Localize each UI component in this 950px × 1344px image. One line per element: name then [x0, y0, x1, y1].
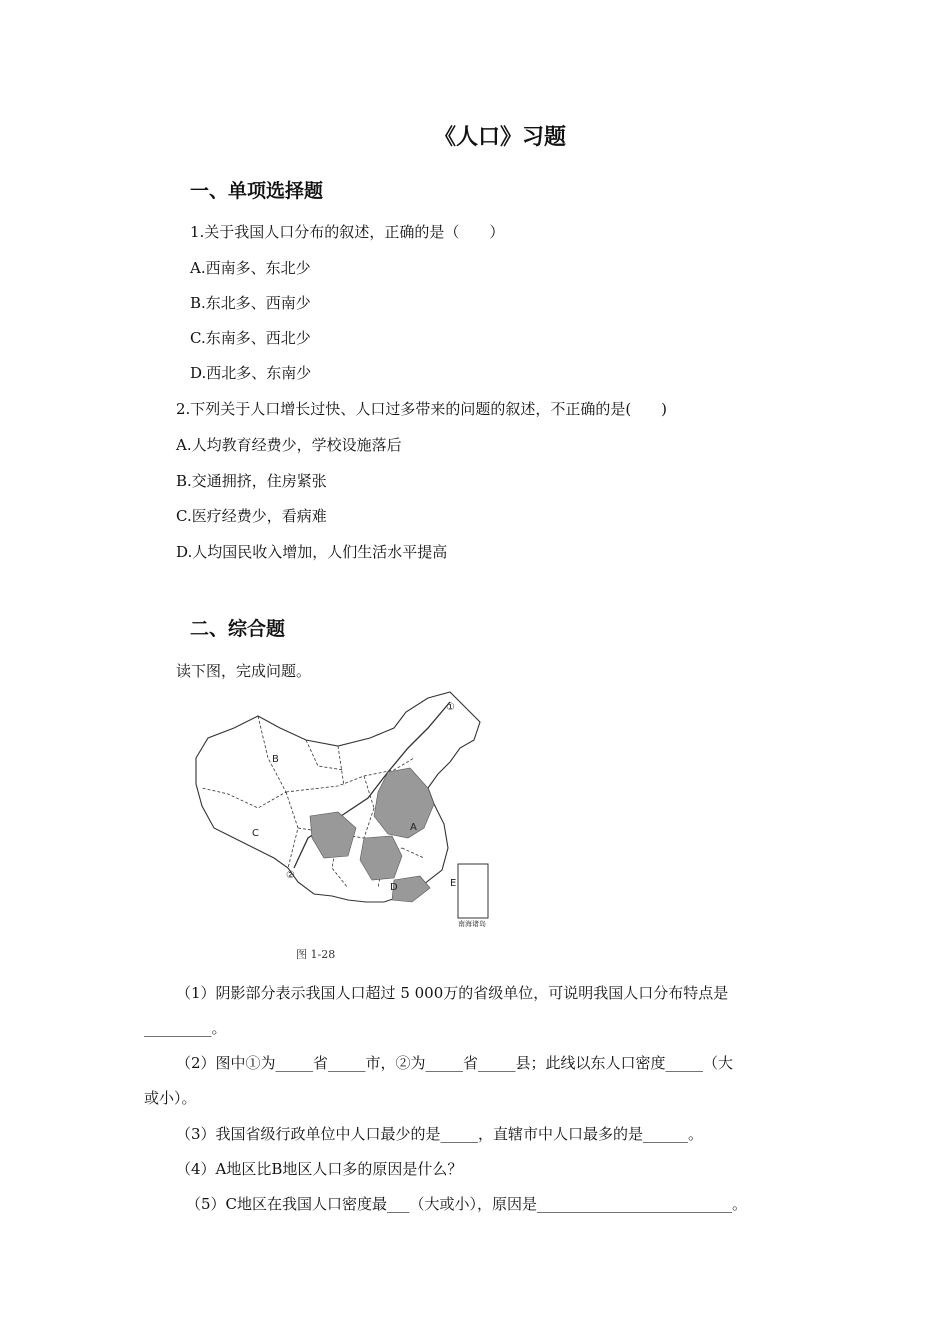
page-title: 《人口》习题	[433, 125, 566, 150]
map-label-two: ②	[286, 870, 295, 881]
section-heading-choice: 一、单项选择题	[190, 180, 324, 202]
map-label-e: E	[450, 878, 457, 889]
sub-question-1: （1）阴影部分表示我国人口超过 5 000万的省级单位，可说明我国人口分布特点是	[176, 984, 729, 1002]
sub-question-3: （3）我国省级行政单位中人口最少的是_____，直辖市中人口最多的是______。	[176, 1125, 704, 1143]
map-label-a: A	[410, 822, 417, 833]
sub-question-2: （2）图中①为_____省_____市，②为_____省_____县；此线以东人口密度_____（大	[176, 1054, 734, 1072]
question-2-option-b: B.交通拥挤，住房紧张	[176, 472, 327, 490]
shaded-province	[360, 836, 402, 880]
question-2-option-c: C.医疗经费少，看病难	[176, 507, 327, 525]
south-sea-islands-inset	[458, 864, 488, 918]
question-1-option-c: C.东南多、西北少	[190, 329, 311, 347]
question-2-option-d: D.人均国民收入增加，人们生活水平提高	[176, 543, 448, 561]
sub-question-5: （5）C地区在我国人口密度最___（大或小），原因是__________________________。	[186, 1195, 748, 1213]
map-label-d: D	[390, 882, 398, 893]
shaded-province	[310, 812, 356, 858]
china-population-map	[188, 688, 528, 936]
question-1-option-b: B.东北多、西南少	[190, 294, 311, 312]
map-label-c: C	[252, 828, 259, 839]
question-2-stem: 2.下列关于人口增长过快、人口过多带来的问题的叙述，不正确的是( )	[176, 400, 668, 418]
question-1-stem: 1.关于我国人口分布的叙述，正确的是（ ）	[190, 223, 505, 241]
sub-question-1-blank: _________。	[144, 1019, 227, 1037]
figure-intro: 读下图，完成问题。	[176, 662, 312, 680]
map-label-one: ①	[446, 702, 455, 713]
figure-caption: 图 1-28	[296, 948, 336, 961]
question-2-option-a: A.人均教育经费少，学校设施落后	[176, 436, 402, 454]
sub-question-4: （4）A地区比B地区人口多的原因是什么？	[176, 1160, 463, 1178]
question-1-option-a: A.西南多、东北少	[190, 259, 311, 277]
sub-question-2-cont: 或小）。	[144, 1089, 197, 1107]
section-heading-comprehensive: 二、综合题	[190, 618, 286, 640]
map-label-inset: 南海诸岛	[458, 920, 486, 928]
map-label-b: B	[272, 754, 279, 765]
map-outline	[196, 692, 480, 902]
question-1-option-d: D.西北多、东南少	[190, 364, 312, 382]
